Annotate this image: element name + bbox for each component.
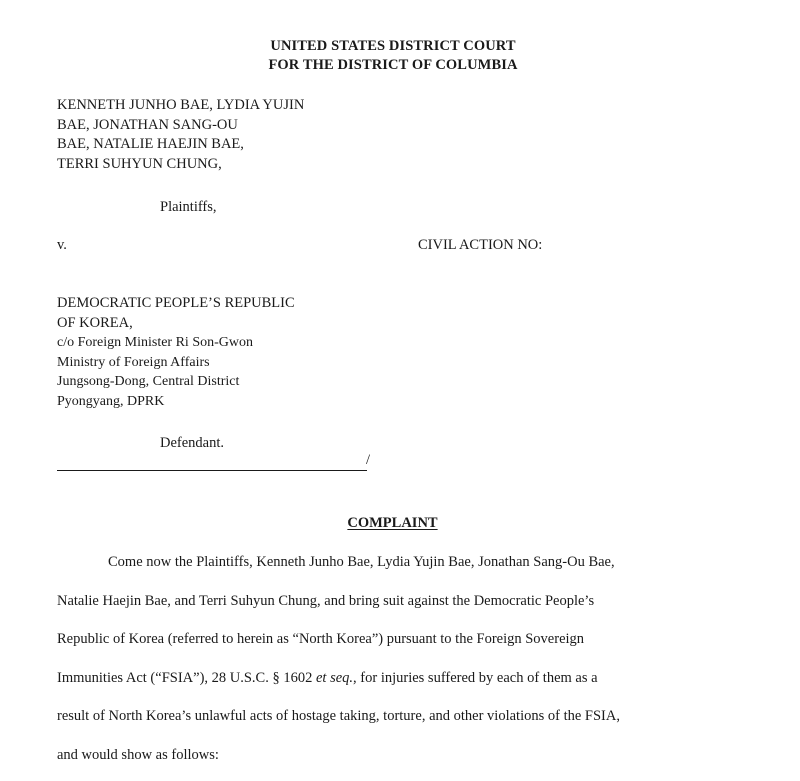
paragraph-line: and would show as follows: — [57, 743, 757, 781]
plaintiffs-role-text: Plaintiffs, — [160, 198, 217, 218]
defendant-line: Ministry of Foreign Affairs — [57, 353, 295, 373]
defendant-line: c/o Foreign Minister Ri Son-Gwon — [57, 333, 295, 353]
defendant-line: Jungsong-Dong, Central District — [57, 372, 295, 392]
plaintiffs-line: BAE, NATALIE HAEJIN BAE, — [57, 135, 304, 155]
defendant-role-text: Defendant. — [160, 434, 224, 454]
plaintiffs-line: KENNETH JUNHO BAE, LYDIA YUJIN — [57, 96, 304, 116]
court-caption-header — [0, 37, 793, 75]
plaintiffs-names — [57, 96, 304, 174]
paragraph-line-end: , for injuries suffered by each of them as a — [353, 670, 598, 686]
paragraph-line: Come now the Plaintiffs, Kenneth Junho Bae, Lydia Yujin Bae, Jonathan Sang-Ou Bae, — [57, 550, 757, 589]
paragraph-line — [57, 666, 757, 705]
caption-divider-line — [57, 470, 367, 471]
plaintiffs-line: BAE, JONATHAN SANG-OU — [57, 116, 304, 136]
et-seq-citation: et seq. — [316, 670, 353, 686]
court-district: FOR THE DISTRICT OF COLUMBIA — [0, 56, 793, 75]
paragraph-line-start: Immunities Act (“FSIA”), 28 U.S.C. § 1602 — [57, 670, 316, 686]
paragraph-line: result of North Korea’s unlawful acts of hostage taking, torture, and other violations of the FSIA, — [57, 704, 757, 743]
plaintiffs-role-label — [160, 198, 217, 218]
defendant-line: DEMOCRATIC PEOPLE’S REPUBLIC — [57, 294, 295, 314]
civil-action-text: CIVIL ACTION NO: — [418, 236, 542, 256]
civil-action-number — [418, 236, 542, 256]
paragraph-line: Republic of Korea (referred to herein as “North Korea”) pursuant to the Foreign Sovereign — [57, 627, 757, 666]
defendant-line: Pyongyang, DPRK — [57, 392, 295, 412]
paragraph-line: Natalie Haejin Bae, and Terri Suhyun Chung, and bring suit against the Democratic People’s — [57, 589, 757, 628]
versus-label — [57, 236, 67, 256]
plaintiffs-line: TERRI SUHYUN CHUNG, — [57, 155, 304, 175]
defendant-address-block — [57, 294, 295, 411]
complaint-body-paragraph — [57, 550, 757, 781]
complaint-title: COMPLAINT — [0, 514, 785, 533]
defendant-role-label — [160, 434, 224, 454]
court-name: UNITED STATES DISTRICT COURT — [0, 37, 793, 56]
caption-divider-slash: / — [366, 451, 370, 470]
versus-text: v. — [57, 236, 67, 256]
defendant-line: OF KOREA, — [57, 314, 295, 334]
